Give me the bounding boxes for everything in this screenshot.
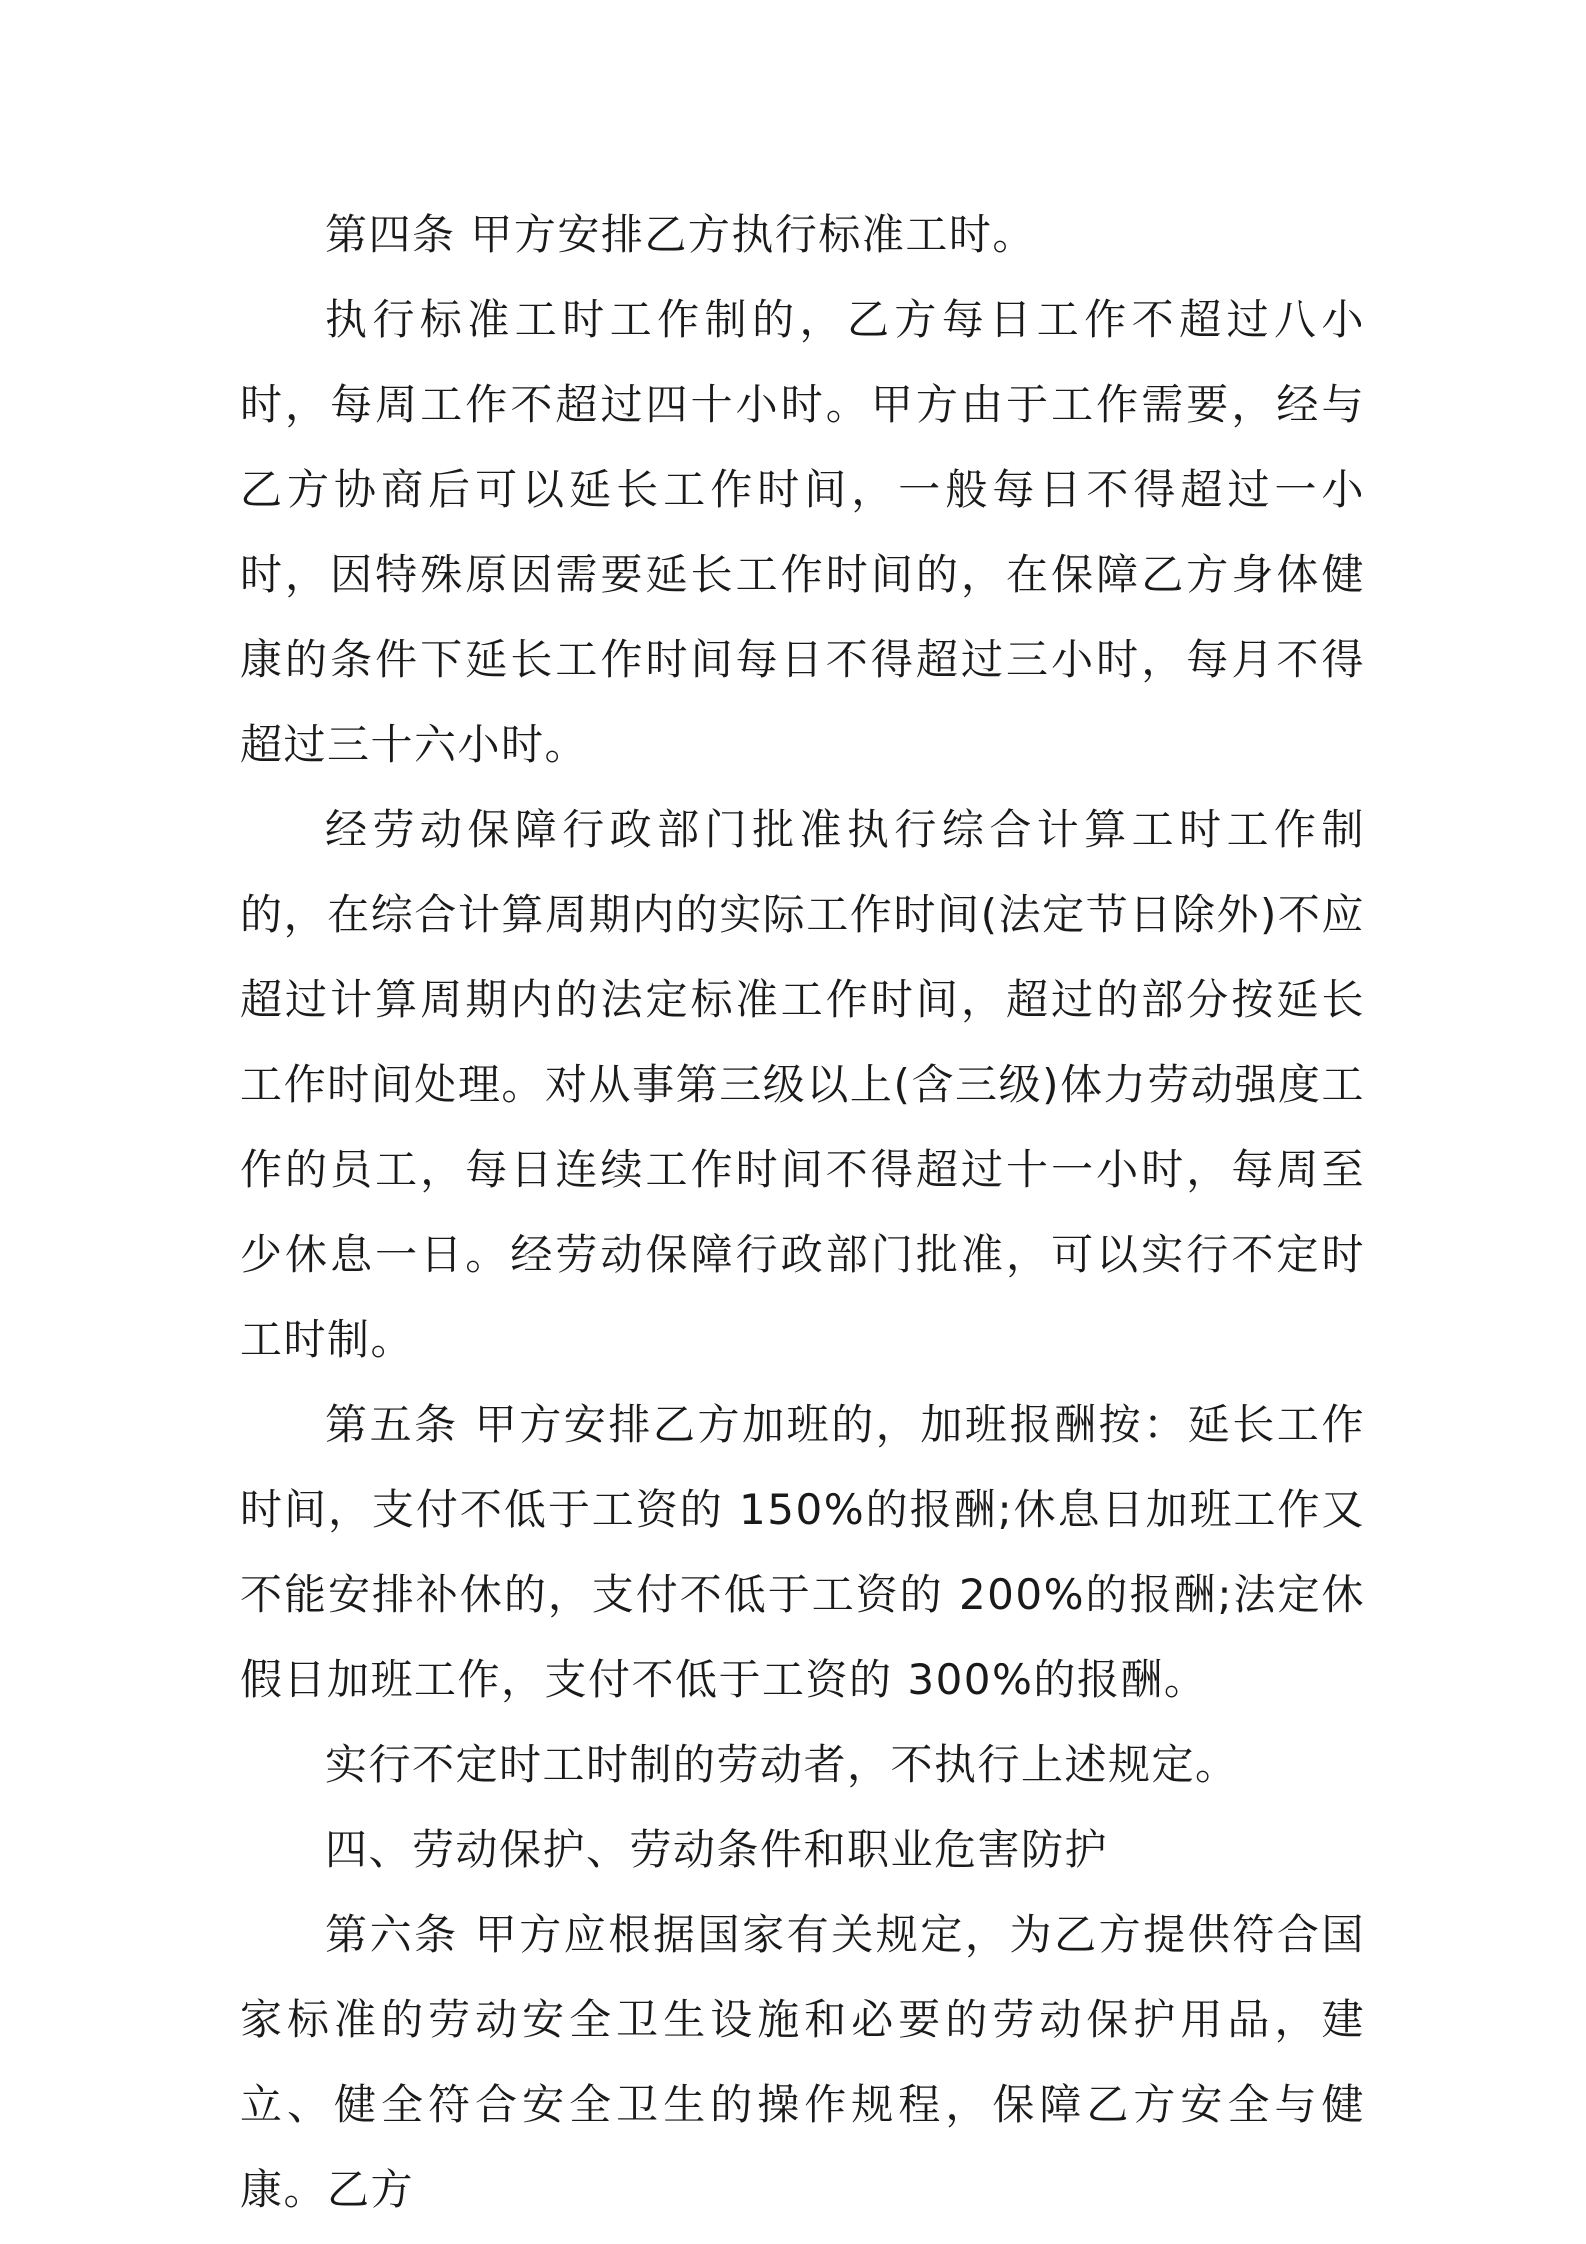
comprehensive-hours-paragraph: 经劳动保障行政部门批准执行综合计算工时工作制的，在综合计算周期内的实际工作时间(法定节日除外)不应超过计算周期内的法定标准工作时间，超过的部分按延长工作时间处理。对从事第三级以上(含三级)体力劳动强度工作的员工，每日连续工作时间不得超过十一小时，每周至少休息一日。经劳动保障行政部门批准，可以实行不定时工时制。 xyxy=(240,805,1365,1364)
article-6-paragraph: 第六条 甲方应根据国家有关规定，为乙方提供符合国家标准的劳动安全卫生设施和必要的劳动保护用品，建立、健全符合安全卫生的操作规程，保障乙方安全与健康。乙方 xyxy=(240,1910,1365,2214)
standard-hours-paragraph: 执行标准工时工作制的，乙方每日工作不超过八小时，每周工作不超过四十小时。甲方由于工作需要，经与乙方协商后可以延长工作时间，一般每日不得超过一小时，因特殊原因需要延长工作时间的，在保障乙方身体健康的条件下延长工作时间每日不得超过三小时，每月不得超过三十六小时。 xyxy=(240,295,1365,769)
document-body xyxy=(240,192,1365,2232)
article-5-overtime-paragraph: 第五条 甲方安排乙方加班的，加班报酬按：延长工作时间，支付不低于工资的 150%的报酬;休息日加班工作又不能安排补休的，支付不低于工资的 200%的报酬;法定休假日加班工作，支付不低于工资的 300%的报酬。 xyxy=(240,1400,1365,1704)
flexible-hours-paragraph: 实行不定时工时制的劳动者，不执行上述规定。 xyxy=(325,1740,1239,1789)
article-4-heading: 第四条 甲方安排乙方执行标准工时。 xyxy=(325,210,1036,259)
section-4-heading: 四、劳动保护、劳动条件和职业危害防护 xyxy=(325,1825,1109,1874)
